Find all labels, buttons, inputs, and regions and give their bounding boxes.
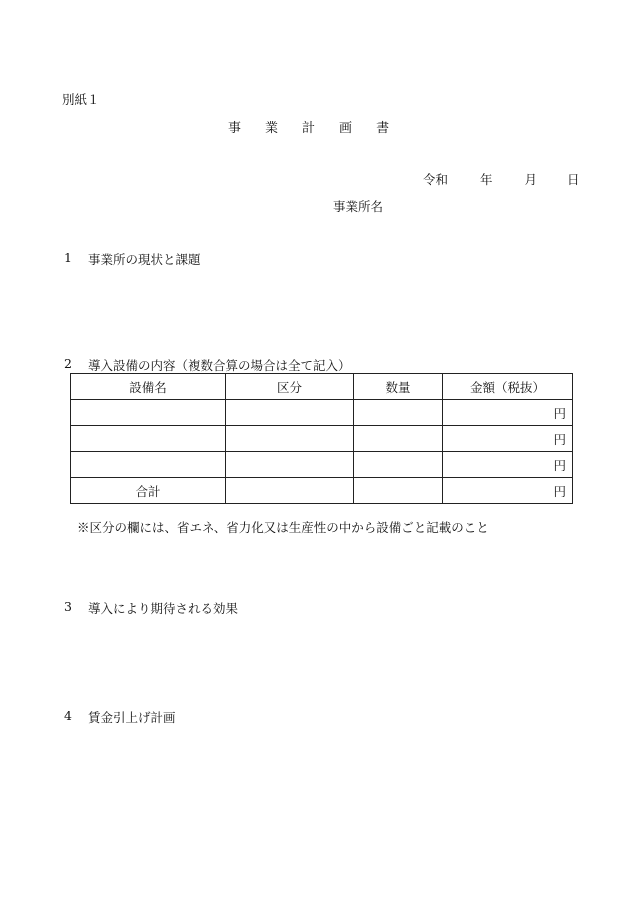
cell-equipment-name[interactable]: [71, 400, 226, 426]
cell-amount[interactable]: 円: [443, 400, 573, 426]
date-day-label: 日: [567, 172, 580, 187]
header-category: 区分: [226, 374, 354, 400]
cell-quantity[interactable]: [354, 452, 443, 478]
total-category-cell: [226, 478, 354, 504]
header-amount: 金額（税抜）: [443, 374, 573, 400]
title-char: 書: [376, 121, 390, 136]
section-heading-1: [64, 250, 200, 268]
table-row: [71, 452, 573, 478]
section-number: 2: [64, 356, 72, 371]
title-char: 画: [339, 121, 353, 136]
section-number: 1: [64, 250, 72, 265]
attachment-label: 別紙１: [62, 92, 100, 107]
section-heading-4: [64, 708, 175, 726]
cell-equipment-name[interactable]: [71, 452, 226, 478]
table-row: [71, 400, 573, 426]
cell-amount[interactable]: 円: [443, 452, 573, 478]
cell-quantity[interactable]: [354, 400, 443, 426]
section-number: 3: [64, 599, 72, 614]
total-amount[interactable]: 円: [443, 478, 573, 504]
equipment-table: [70, 373, 573, 504]
table-row: [71, 426, 573, 452]
cell-category[interactable]: [226, 452, 354, 478]
total-quantity-cell: [354, 478, 443, 504]
section-title: 導入設備の内容（複数合算の場合は全て記入）: [87, 358, 351, 373]
cell-equipment-name[interactable]: [71, 426, 226, 452]
header-equipment-name: 設備名: [71, 374, 226, 400]
section-heading-3: [64, 599, 238, 617]
table-header-row: [71, 374, 573, 400]
cell-category[interactable]: [226, 426, 354, 452]
title-char: 業: [265, 121, 279, 136]
table-note: ※区分の欄には、省エネ、省力化又は生産性の中から設備ごと記載のこと: [77, 520, 489, 535]
section-title: 賃金引上げ計画: [87, 710, 176, 725]
date-line: [423, 170, 580, 188]
cell-quantity[interactable]: [354, 426, 443, 452]
title-char: 計: [302, 121, 316, 136]
total-label: 合計: [71, 478, 226, 504]
header-quantity: 数量: [354, 374, 443, 400]
date-era: 令和: [423, 172, 449, 187]
document-title: [228, 117, 389, 136]
date-month-label: 月: [524, 172, 538, 187]
date-year-label: 年: [480, 172, 493, 187]
section-heading-2: [64, 356, 350, 374]
cell-category[interactable]: [226, 400, 354, 426]
table-total-row: [71, 478, 573, 504]
title-char: 事: [228, 121, 242, 136]
section-number: 4: [64, 708, 72, 723]
section-title: 事業所の現状と課題: [87, 252, 201, 267]
section-title: 導入により期待される効果: [87, 601, 238, 616]
office-name-label: 事業所名: [333, 199, 384, 214]
cell-amount[interactable]: 円: [443, 426, 573, 452]
